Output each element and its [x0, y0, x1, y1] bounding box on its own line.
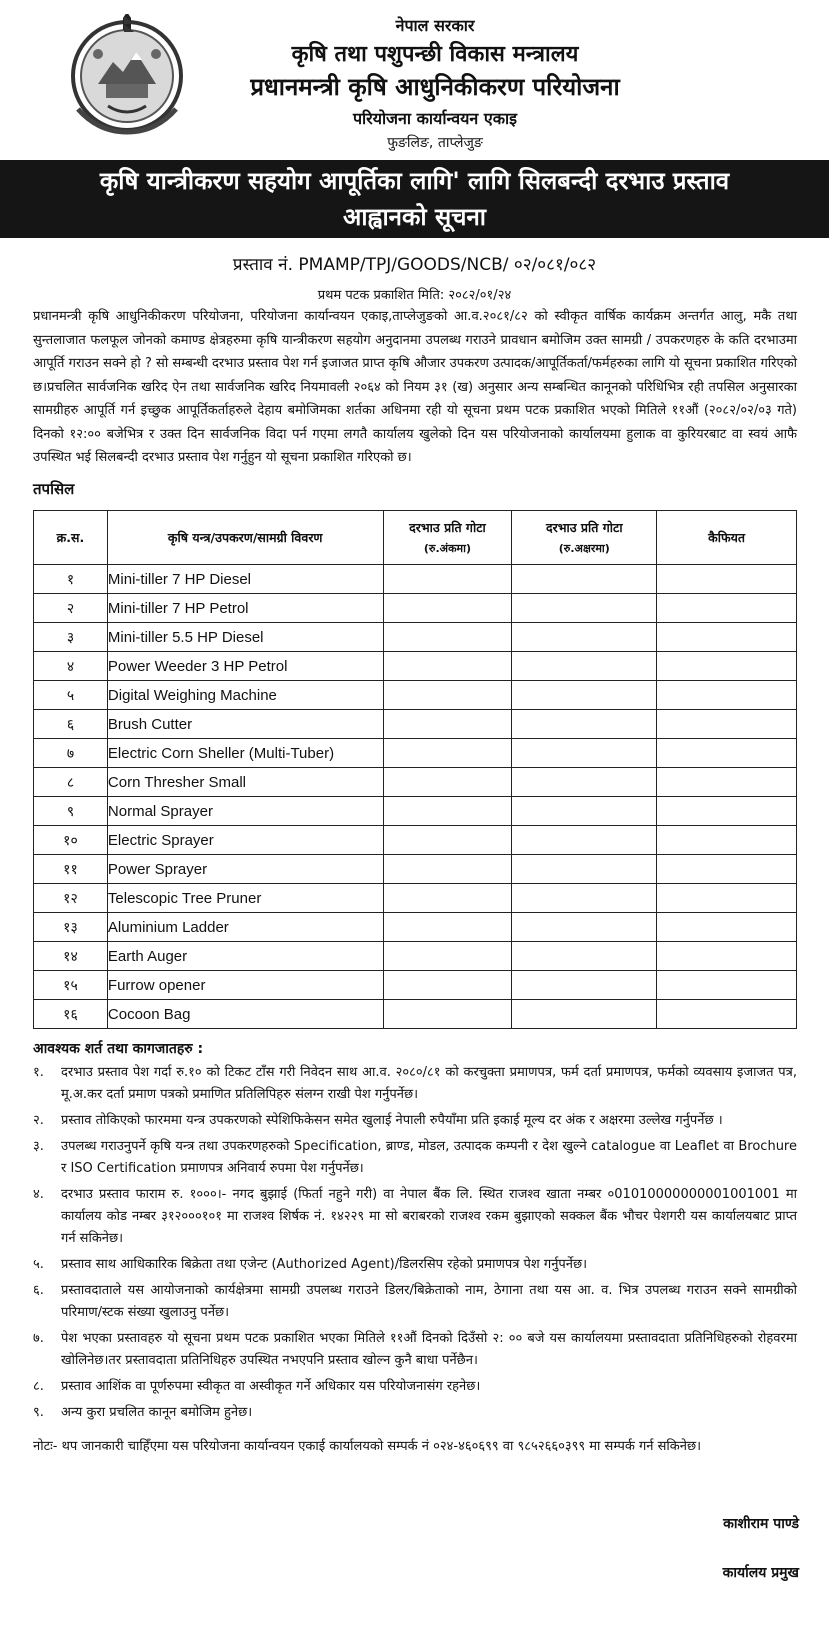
item-serial: ४ — [34, 652, 108, 681]
item-description: Mini-tiller 5.5 HP Diesel — [107, 623, 383, 652]
item-remarks-cell — [657, 710, 797, 739]
item-rate-words-cell — [512, 710, 657, 739]
item-rate-figures-cell — [383, 826, 512, 855]
condition-text: अन्य कुरा प्रचलित कानून बमोजिम हुनेछ। — [61, 1405, 253, 1420]
condition-number: ४. — [33, 1187, 44, 1202]
condition-item — [33, 1328, 797, 1372]
condition-text: पेश भएका प्रस्तावहरु यो सूचना प्रथम पटक प्रकाशित भएका मितिले ११औं दिनको दिउँसो २: ०० बजे यस कार्यालयमा प्रस्तावदाता प्रतिनिधिहरुको रोहवरमा खोलिनेछ।तर प्रस्तावदाता प्रतिनिधिहरु उपस्थित नभएपनि प्रस्ताव खोल्न कुनै बाधा पर्नेछैन। — [61, 1331, 797, 1368]
item-remarks-cell — [657, 971, 797, 1000]
table-row — [34, 681, 797, 710]
nepal-government-emblem-icon — [68, 14, 186, 136]
item-rate-words-cell — [512, 971, 657, 1000]
item-description: Digital Weighing Machine — [107, 681, 383, 710]
item-remarks-cell — [657, 826, 797, 855]
item-description: Furrow opener — [107, 971, 383, 1000]
condition-text: उपलब्ध गराउनुपर्ने कृषि यन्त्र तथा उपकरणहरुको Specification, ब्राण्ड, मोडल, उत्पादक कम्पनी र देश खुल्ने catalogue वा Leaflet वा Brochure र ISO Certification प्रमाणपत्र अनिवार्य रुपमा पेश गर्नुपर्नेछ। — [61, 1139, 797, 1176]
item-rate-words-cell — [512, 652, 657, 681]
item-description: Power Sprayer — [107, 855, 383, 884]
item-serial: ५ — [34, 681, 108, 710]
intro-paragraph: प्रधानमन्त्री कृषि आधुनिकीकरण परियोजना, परियोजना कार्यान्वयन एकाइ,ताप्लेजुङको आ.व.२०८१/८२ को स्वीकृत वार्षिक कार्यक्रम अन्तर्गत आलु, मकै तथा सुन्तलाजात फलफूल जोनको कमाण्ड क्षेत्रहरुमा कृषि यान्त्रीकरण सहयोग अनुदानमा उपलब्ध गराउने प्रावधान बमोजिम उक्त सामग्री / उपकरणहरु के कति दरभाउमा आपूर्ति गराउन सक्ने हो ? सो सम्बन्धी दरभाउ प्रस्ताव पेश गर्न इजाजत प्राप्त कृषि औजार उपकरण उत्पादक/आपूर्तिकर्ता/फर्महरुका लागि यो सूचना प्रकाशित गरिएको छ।प्रचलित सार्वजनिक खरिद ऐन तथा सार्वजनिक खरिद नियमावली २०६४ को नियम ३१ (ख) अनुसार अन्य सम्बन्धित कानूनको परिधिभित्र रही तपसिल अनुसारका सामग्रीहरु आपूर्ति गर्न इच्छुक आपूर्तिकर्ताहरुले देहाय बमोजिमका शर्तका अधिनमा रही यो सूचना प्रथम पटक प्रकाशित भएको मितिले ११औं (२०८२/०२/०३ गते) दिनको १२:०० बजेभित्र र उक्त दिन सार्वजनिक विदा पर्न गएमा लगतै कार्यालय खुलेको दिन यस परियोजनाको कार्यालयमा हुलाक वा कुरियरबाट वा स्वयं आफै उपस्थित भई सिलबन्दी दरभाउ प्रस्ताव पेश गर्नुहुन यो सूचना प्रकाशित गरिएको छ। — [33, 309, 797, 465]
item-description: Aluminium Ladder — [107, 913, 383, 942]
item-rate-figures-cell — [383, 739, 512, 768]
item-serial: १६ — [34, 1000, 108, 1029]
government-name: नेपाल सरकार — [395, 16, 475, 35]
item-rate-words-cell — [512, 594, 657, 623]
item-description: Cocoon Bag — [107, 1000, 383, 1029]
condition-number: २. — [33, 1113, 44, 1128]
table-header-row — [34, 511, 797, 565]
items-table-body — [34, 565, 797, 1029]
item-description: Electric Sprayer — [107, 826, 383, 855]
item-rate-figures-cell — [383, 768, 512, 797]
item-remarks-cell — [657, 652, 797, 681]
condition-item — [33, 1254, 797, 1276]
condition-item — [33, 1402, 797, 1424]
header-rate-words — [512, 511, 657, 565]
table-row — [34, 826, 797, 855]
publish-date: प्रथम पटक प्रकाशित मिति: २०८२/०१/२४ — [317, 288, 512, 303]
item-serial: ७ — [34, 739, 108, 768]
item-rate-figures-cell — [383, 594, 512, 623]
item-rate-figures-cell — [383, 913, 512, 942]
item-description: Electric Corn Sheller (Multi-Tuber) — [107, 739, 383, 768]
item-serial: १२ — [34, 884, 108, 913]
header-description: कृषि यन्त्र/उपकरण/सामग्री विवरण — [107, 511, 383, 565]
conditions-list — [33, 1062, 797, 1428]
contact-note: नोटः- थप जानकारी चाहिँएमा यस परियोजना कार्यान्वयन एकाई कार्यालयको सम्पर्क नं ०२४-४६०६९९ वा ९८५२६६०३९९ मा सम्पर्क गर्न सकिनेछ। — [33, 1439, 702, 1454]
item-serial: ९ — [34, 797, 108, 826]
item-serial: १३ — [34, 913, 108, 942]
item-rate-words-cell — [512, 942, 657, 971]
item-description: Earth Auger — [107, 942, 383, 971]
item-rate-words-cell — [512, 681, 657, 710]
table-row — [34, 739, 797, 768]
table-row — [34, 768, 797, 797]
items-table — [33, 510, 797, 1029]
table-row — [34, 1000, 797, 1029]
condition-text: दरभाउ प्रस्ताव फाराम रु. १०००।- नगद बुझाई (फिर्ता नहुने गरी) वा नेपाल बैंक लि. स्थित राजश्व खाता नम्बर ०01010000000001001001 मा कार्यालय कोड नम्बर ३१२०००१०१ मा राजश्व शिर्षक नं. १४२२९ मा सो बराबरको राजश्व रकम बुझाएको सक्कल बैंक भौचर पेशगरी यस कार्यालयबाट प्राप्त गर्न सकिनेछ। — [61, 1187, 797, 1246]
notice-title-banner — [0, 160, 829, 238]
signatory-name: काशीराम पाण्डे — [723, 1516, 799, 1532]
condition-number: ७. — [33, 1331, 44, 1346]
item-rate-figures-cell — [383, 565, 512, 594]
item-remarks-cell — [657, 855, 797, 884]
item-rate-words-cell — [512, 884, 657, 913]
banner-line-2: आह्वानको सूचना — [342, 203, 487, 231]
conditions-title: आवश्यक शर्त तथा कागजातहरु : — [33, 1041, 204, 1057]
condition-item — [33, 1062, 797, 1106]
signatory-title: कार्यालय प्रमुख — [722, 1565, 799, 1581]
item-rate-figures-cell — [383, 797, 512, 826]
table-row — [34, 710, 797, 739]
item-rate-figures-cell — [383, 710, 512, 739]
item-serial: ६ — [34, 710, 108, 739]
item-description: Brush Cutter — [107, 710, 383, 739]
item-remarks-cell — [657, 768, 797, 797]
schedule-label: तपसिल — [33, 480, 75, 498]
item-remarks-cell — [657, 594, 797, 623]
item-rate-figures-cell — [383, 681, 512, 710]
condition-item — [33, 1110, 797, 1132]
item-rate-figures-cell — [383, 623, 512, 652]
item-rate-words-cell — [512, 739, 657, 768]
item-rate-figures-cell — [383, 652, 512, 681]
condition-text: प्रस्ताव आशिंक वा पूर्णरुपमा स्वीकृत वा अस्वीकृत गर्ने अधिकार यस परियोजनासंग रहनेछ। — [61, 1379, 481, 1394]
header-rate-words-label: दरभाउ प्रति गोटा — [545, 519, 623, 535]
banner-line-1: कृषि यान्त्रीकरण सहयोग आपूर्तिका लागि' लागि सिलबन्दी दरभाउ प्रस्ताव — [99, 167, 730, 195]
item-description: Power Weeder 3 HP Petrol — [107, 652, 383, 681]
item-rate-figures-cell — [383, 942, 512, 971]
item-rate-words-cell — [512, 1000, 657, 1029]
condition-number: ३. — [33, 1139, 44, 1154]
condition-item — [33, 1136, 797, 1180]
header-rate-words-sub: (रु.अक्षरमा) — [558, 541, 610, 555]
item-rate-words-cell — [512, 913, 657, 942]
item-rate-figures-cell — [383, 855, 512, 884]
condition-number: ५. — [33, 1257, 44, 1272]
header-remarks: कैफियत — [657, 511, 797, 565]
header-rate-figures-sub: (रु.अंकमा) — [423, 541, 471, 555]
condition-item — [33, 1184, 797, 1250]
reference-number: प्रस्ताव नं. PMAMP/TPJ/GOODS/NCB/ ०२/०८१/०८२ — [232, 255, 597, 275]
table-row — [34, 565, 797, 594]
item-remarks-cell — [657, 623, 797, 652]
table-row — [34, 623, 797, 652]
item-remarks-cell — [657, 1000, 797, 1029]
table-row — [34, 855, 797, 884]
project-name: प्रधानमन्त्री कृषि आधुनिकीकरण परियोजना — [250, 73, 620, 101]
condition-number: ८. — [33, 1379, 44, 1394]
item-serial: १० — [34, 826, 108, 855]
condition-text: प्रस्तावदाताले यस आयोजनाको कार्यक्षेत्रमा सामग्री उपलब्ध गराउने डिलर/बिक्रेताको नाम, ठेगाना तथा यस आ. व. भित्र उपलब्ध गराउन सक्ने सामग्रीको परिमाण/स्टक संख्या खुलाउनु पर्नेछ। — [61, 1283, 797, 1320]
item-serial: ११ — [34, 855, 108, 884]
item-description: Telescopic Tree Pruner — [107, 884, 383, 913]
item-description: Mini-tiller 7 HP Petrol — [107, 594, 383, 623]
condition-number: ९. — [33, 1405, 44, 1420]
item-rate-words-cell — [512, 623, 657, 652]
table-row — [34, 913, 797, 942]
item-serial: १ — [34, 565, 108, 594]
item-rate-words-cell — [512, 797, 657, 826]
table-row — [34, 797, 797, 826]
condition-item — [33, 1280, 797, 1324]
item-serial: १५ — [34, 971, 108, 1000]
item-rate-figures-cell — [383, 971, 512, 1000]
item-remarks-cell — [657, 681, 797, 710]
item-description: Normal Sprayer — [107, 797, 383, 826]
item-remarks-cell — [657, 565, 797, 594]
condition-number: १. — [33, 1065, 44, 1080]
item-serial: १४ — [34, 942, 108, 971]
header-serial: क्र.स. — [34, 511, 108, 565]
table-row — [34, 942, 797, 971]
item-description: Mini-tiller 7 HP Diesel — [107, 565, 383, 594]
item-rate-words-cell — [512, 855, 657, 884]
unit-name: परियोजना कार्यान्वयन एकाइ — [352, 109, 518, 128]
condition-number: ६. — [33, 1283, 44, 1298]
item-remarks-cell — [657, 739, 797, 768]
item-description: Corn Thresher Small — [107, 768, 383, 797]
item-serial: ३ — [34, 623, 108, 652]
item-rate-words-cell — [512, 565, 657, 594]
condition-item — [33, 1376, 797, 1398]
item-serial: ८ — [34, 768, 108, 797]
item-rate-figures-cell — [383, 884, 512, 913]
item-rate-words-cell — [512, 768, 657, 797]
item-remarks-cell — [657, 942, 797, 971]
condition-text: प्रस्ताव तोकिएको फारममा यन्त्र उपकरणको स्पेशिफिकेसन समेत खुलाई नेपाली रुपैयाँमा प्रति इकाई मूल्य दर अंक र अक्षरमा उल्लेख गर्नुपर्नेछ । — [61, 1113, 723, 1128]
item-remarks-cell — [657, 913, 797, 942]
office-location: फुङलिङ, ताप्लेजुङ — [387, 135, 483, 151]
item-remarks-cell — [657, 884, 797, 913]
table-row — [34, 594, 797, 623]
item-rate-figures-cell — [383, 1000, 512, 1029]
header-rate-figures-label: दरभाउ प्रति गोटा — [409, 519, 486, 535]
item-rate-words-cell — [512, 826, 657, 855]
table-row — [34, 884, 797, 913]
ministry-name: कृषि तथा पशुपन्छी विकास मन्त्रालय — [291, 42, 579, 67]
item-serial: २ — [34, 594, 108, 623]
table-row — [34, 971, 797, 1000]
letterhead — [0, 0, 829, 157]
table-row — [34, 652, 797, 681]
condition-text: प्रस्ताव साथ आधिकारिक बिक्रेता तथा एजेन्ट (Authorized Agent)/डिलरसिप रहेको प्रमाणपत्र पेश गर्नुपर्नेछ। — [61, 1257, 588, 1272]
header-rate-figures — [383, 511, 512, 565]
condition-text: दरभाउ प्रस्ताव पेश गर्दा रु.१० को टिकट टाँस गरी निवेदन साथ आ.व. २०८०/८१ को करचुक्ता प्रमाणपत्र, फर्म दर्ता प्रमाणपत्र, फर्मको व्यवसाय इजाजत पत्र, मू.अ.कर दर्ता प्रमाण पत्रको प्रमाणित प्रतिलिपिहरु संलग्न राखी पेश गर्नुपर्नेछ। — [61, 1065, 797, 1102]
item-remarks-cell — [657, 797, 797, 826]
